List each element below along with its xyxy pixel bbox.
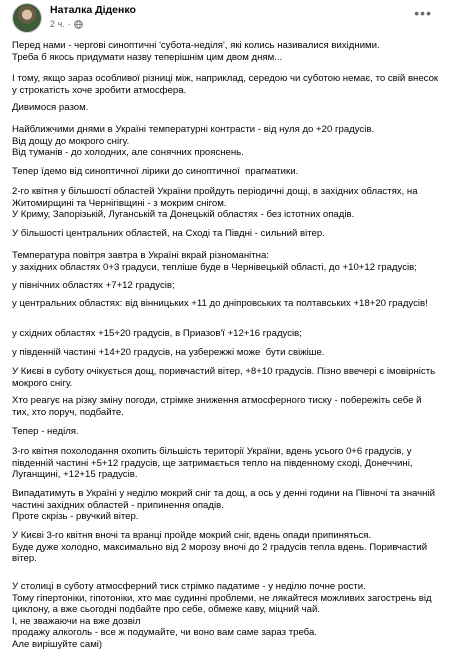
post-paragraph: У Києві 3-го квітня вночі та вранці пройде мокрий сніг, вдень опади припиняться. Буде дуже холодно, максимально від 2 морозу вночі до 2 градусів тепла вдень. Поривчастий вітер.	[12, 530, 428, 565]
post-paragraph: У Києві в суботу очікується дощ, поривчастий вітер, +8+10 градусів. Пізно ввечері є імовірність мокрого снігу.	[12, 366, 438, 389]
post-paragraph: у північних областях +7+12 градусів;	[12, 280, 175, 291]
post-paragraph: Випадатимуть в Україні у неділю мокрий сніг та дощ, а ось у денні години на Півночі та значній частині західних областей - припинення опадів. Проте скрізь - рвучкий вітер.	[12, 488, 435, 523]
post-paragraph: І тому, якщо зараз особливої різниці між, наприклад, середою чи суботою немає, то свій внесок у строкатість хоче зробити атмосфера.	[12, 73, 441, 96]
post-meta	[50, 19, 83, 29]
post-paragraph: У столиці в суботу атмосферний тиск стрімко падатиме - у неділю почне рости. Тому гіпертоніки, гіпотоніки, хто має судинні проблеми, не лякайтеся можливих загострень від циклону, а вже сьогодні подбайте про себе, обмеже каву, міцний чай. І, не зважаючи на вже дозвіл продажу алкоголь - все ж подумайте, чи воно вам саме зараз треба. Але вирішуйте самі)	[12, 581, 432, 650]
meta-separator: ·	[67, 19, 71, 29]
post-paragraph: 3-го квітня похолодання охопить більшість території України, вдень усього 0+6 градусів, у південній частині +5+12 градусів, ще затримається тепло на південному сході, Донеччині, Луганщині, +12+15 градусів.	[12, 446, 416, 481]
post-paragraph: у південній частині +14+20 градусів, на узбережжі може бути свіжіше.	[12, 347, 325, 358]
post-paragraph: У більшості центральних областей, на Сході та Півдні - сильний вітер.	[12, 228, 325, 239]
author-avatar[interactable]	[12, 3, 42, 33]
post-paragraph: Тепер їдемо від синоптичної лірики до синоптичної прагматики.	[12, 166, 299, 177]
post-time[interactable]: 2 ч.	[50, 19, 65, 29]
more-icon[interactable]: •••	[414, 5, 432, 21]
post-paragraph: Температура повітря завтра в Україні вкрай різноманітна: у західних областях 0+3 градуси, тепліше буде в Чернівецькій області, до +10+12 градусів;	[12, 250, 417, 273]
post-paragraph: 2-го квітня у більшості областей України пройдуть періодичні дощі, в західних областях, на Житомирщині та Чернігівщині - з мокрим снігом. У Криму, Запорізькій, Луганській та Донецькій областях - без істотних опадів.	[12, 186, 418, 221]
post-paragraph: у центральних областях: від вінницьких +11 до дніпровських та полтавських +18+20 градусів!	[12, 298, 428, 309]
post-paragraph: Тепер - неділя.	[12, 426, 79, 437]
post-header	[8, 0, 442, 38]
post-paragraph: Дивимося разом.	[12, 102, 89, 113]
post-paragraph: Найближчими днями в Україні температурні контрасти - від нуля до +20 градусів. Від дощу до мокрого снігу. Від туманів - до холодних, але сонячних прояснень.	[12, 124, 375, 159]
post-paragraph: Перед нами - чергові синоптичні 'субота-неділя', які колись називалися вихідними. Треба б якось придумати назву теперішнім цим двом дням...	[12, 40, 380, 63]
post-paragraph: Хто реагує на різку зміну погоди, стрімке зниження атмосферного тиску - побережіть себе й тих, хто поруч, подбайте.	[12, 395, 425, 418]
author-name[interactable]: Наталка Діденко	[50, 4, 136, 16]
globe-icon	[74, 20, 83, 29]
post-paragraph: у східних областях +15+20 градусів, в Приазов'ї +12+16 градусів;	[12, 328, 302, 339]
